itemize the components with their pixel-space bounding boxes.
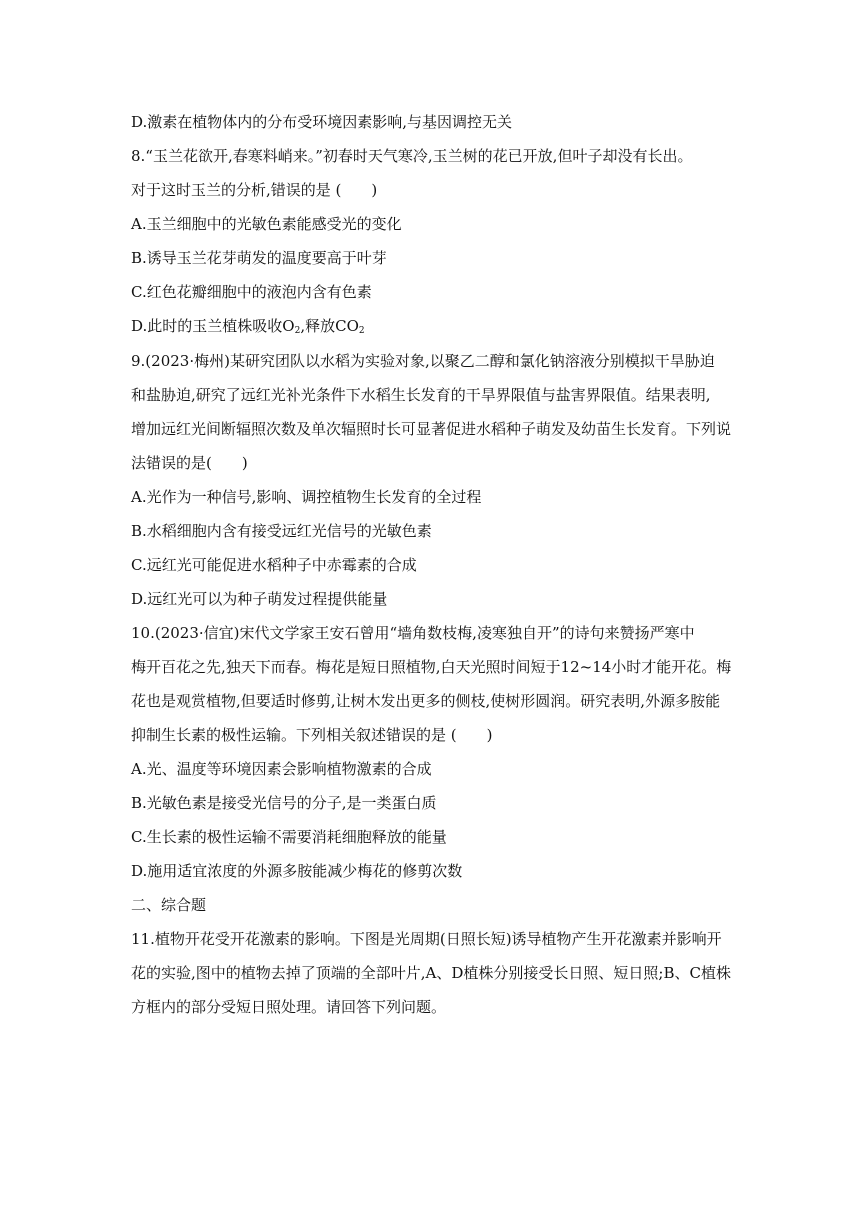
q10-stem-line-1: 10.(2023·信宜)宋代文学家王安石曾用“墙角数枝梅,凌寒独自开”的诗句来赞扬严寒中 xyxy=(131,624,695,642)
q9-stem-line-4: 法错误的是( ) xyxy=(131,454,248,472)
q8-stem-line-1: 8.“玉兰花欲开,春寒料峭来。”初春时天气寒冷,玉兰树的花已开放,但叶子却没有长出。 xyxy=(131,147,693,165)
q9-stem-line-3: 增加远红光间断辐照次数及单次辐照时长可显著促进水稻种子萌发及幼苗生长发育。下列说 xyxy=(131,420,732,438)
q9-option-b: B.水稻细胞内含有接受远红光信号的光敏色素 xyxy=(131,522,432,540)
q7-option-d: D.激素在植物体内的分布受环境因素影响,与基因调控无关 xyxy=(131,113,513,131)
q9-stem-line-1: 9.(2023·梅州)某研究团队以水稻为实验对象,以聚乙二醇和氯化钠溶液分别模拟干旱胁迫 xyxy=(131,352,715,370)
q8-stem-line-2: 对于这时玉兰的分析,错误的是 ( ) xyxy=(131,181,378,199)
q9-option-d: D.远红光可以为种子萌发过程提供能量 xyxy=(131,590,388,608)
q10-option-d: D.施用适宜浓度的外源多胺能减少梅花的修剪次数 xyxy=(131,862,463,880)
q10-stem-line-2: 梅开百花之先,独天下而春。梅花是短日照植物,白天光照时间短于12~14小时才能开花。梅 xyxy=(131,658,732,676)
q8-option-d: D.此时的玉兰植株吸收$O_2$,释放$CO_2$ xyxy=(131,317,365,336)
q8-option-b: B.诱导玉兰花芽萌发的温度要高于叶芽 xyxy=(131,249,387,267)
q11-stem-line-2: 花的实验,图中的植物去掉了顶端的全部叶片,A、D植株分别接受长日照、短日照;B、C植株 xyxy=(131,964,731,982)
q10-option-a: A.光、温度等环境因素会影响植物激素的合成 xyxy=(131,760,432,778)
q11-stem-line-3: 方框内的部分受短日照处理。请回答下列问题。 xyxy=(131,998,447,1016)
q9-option-a: A.光作为一种信号,影响、调控植物生长发育的全过程 xyxy=(131,488,482,506)
q8-option-c: C.红色花瓣细胞中的液泡内含有色素 xyxy=(131,283,372,301)
q8-option-a: A.玉兰细胞中的光敏色素能感受光的变化 xyxy=(131,215,402,233)
co2-formula: $CO_2$ xyxy=(335,317,365,336)
o2-formula: $O_2$ xyxy=(282,317,301,336)
q11-stem-line-1: 11.植物开花受开花激素的影响。下图是光周期(日照长短)诱导植物产生开花激素并影响开 xyxy=(131,930,722,948)
q10-option-b: B.光敏色素是接受光信号的分子,是一类蛋白质 xyxy=(131,794,437,812)
section-heading: 二、综合题 xyxy=(131,896,207,914)
q10-stem-line-3: 花也是观赏植物,但要适时修剪,让树木发出更多的侧枝,使树形圆润。研究表明,外源多胺能 xyxy=(131,692,721,710)
q10-option-c: C.生长素的极性运输不需要消耗细胞释放的能量 xyxy=(131,828,447,846)
q9-stem-line-2: 和盐胁迫,研究了远红光补光条件下水稻生长发育的干旱界限值与盐害界限值。结果表明, xyxy=(131,386,711,404)
q10-stem-line-4: 抑制生长素的极性运输。下列相关叙述错误的是 ( ) xyxy=(131,726,493,744)
q9-option-c: C.远红光可能促进水稻种子中赤霉素的合成 xyxy=(131,556,417,574)
q8-option-d-text: D.此时的玉兰植株吸收 xyxy=(131,317,283,335)
